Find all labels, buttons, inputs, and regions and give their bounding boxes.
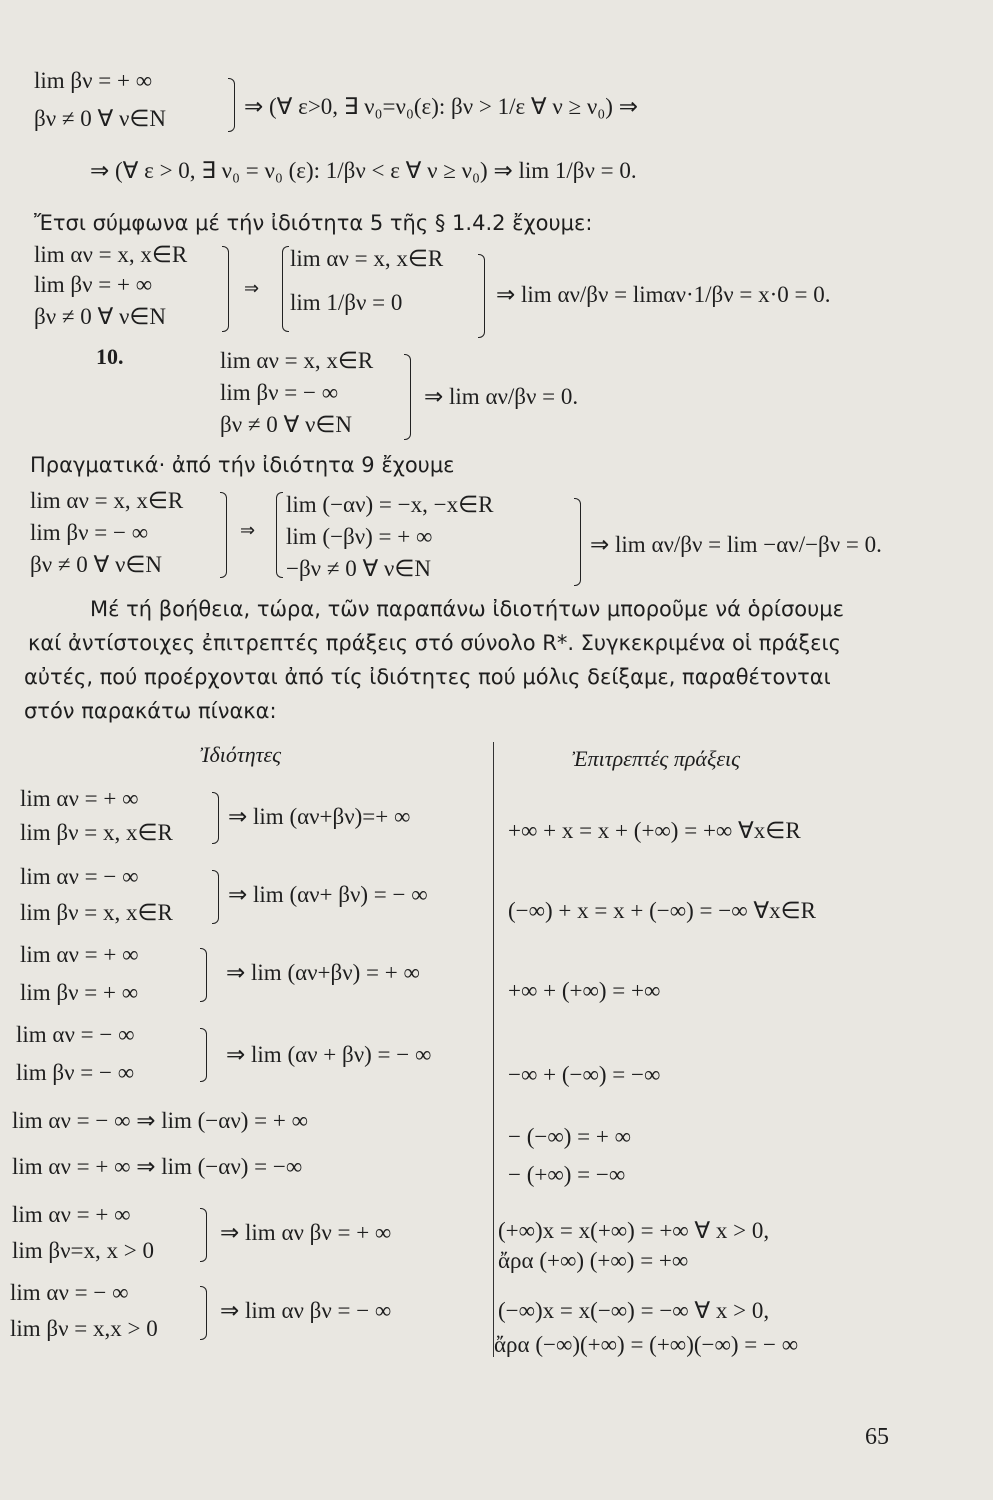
math-line: ⇒ lim αν/βν = lim −αν/−βν = 0. bbox=[590, 532, 882, 557]
text-line: στόν παρακάτω πίνακα: bbox=[24, 699, 277, 723]
page-number: 65 bbox=[865, 1424, 889, 1450]
math-line: lim αν = x, x∈R bbox=[220, 348, 374, 373]
left-brace bbox=[276, 492, 283, 578]
text-line: αὐτές, πού προέρχονται ἀπό τίς ἰδιότητες πού μόλις δείξαμε, παραθέτονται bbox=[24, 665, 831, 689]
table-row-cond: lim αν = − ∞ ⇒ lim (−αν) = + ∞ bbox=[12, 1108, 308, 1133]
math-line: lim αν = x, x∈R bbox=[30, 488, 184, 513]
table-row-cond: lim βν = x,x > 0 bbox=[10, 1316, 158, 1341]
implies-arrow: ⇒ bbox=[240, 520, 256, 541]
text-line: καί ἀντίστοιχες ἐπιτρεπτές πράξεις στό σύνολο R*. Συγκεκριμένα οἱ πράξεις bbox=[28, 631, 841, 655]
math-line: lim βν = + ∞ bbox=[34, 68, 153, 93]
math-line: βν ≠ 0 ∀ ν∈N bbox=[34, 106, 167, 131]
right-brace bbox=[222, 246, 229, 332]
math-line: ⇒ lim αν/βν = limαν·1/βν = x·0 = 0. bbox=[496, 282, 831, 307]
right-brace bbox=[228, 78, 235, 132]
math-line: ⇒ lim αν/βν = 0. bbox=[424, 384, 579, 409]
table-row-result: ⇒ lim (αν + βν) = − ∞ bbox=[226, 1042, 432, 1067]
table-header-left: Ἰδιότητες bbox=[200, 742, 282, 767]
math-line: lim βν = − ∞ bbox=[220, 380, 339, 405]
math-line: lim 1/βν = 0 bbox=[290, 290, 403, 315]
math-line: ⇒ (∀ ε > 0, ∃ ν₀ = ν₀ (ε): 1/βν < ε ∀ ν ≥ ν₀) ⇒ lim 1/βν = 0. bbox=[90, 158, 637, 183]
text-line: Μέ τή βοήθεια, τώρα, τῶν παραπάνω ἰδιοτήτων μποροῦμε νά ὁρίσουμε bbox=[90, 597, 844, 621]
math-line: βν ≠ 0 ∀ ν∈N bbox=[220, 412, 353, 437]
table-row-cond: lim βν=x, x > 0 bbox=[12, 1238, 154, 1263]
table-row-result: ⇒ lim (αν+ βν) = − ∞ bbox=[228, 882, 428, 907]
table-row-cond: lim βν = x, x∈R bbox=[20, 820, 173, 845]
table-row-cond: lim αν = + ∞ ⇒ lim (−αν) = −∞ bbox=[12, 1154, 303, 1179]
math-line: lim αν = x, x∈R bbox=[34, 242, 188, 267]
right-brace bbox=[478, 254, 485, 338]
table-row-cond: lim βν = − ∞ bbox=[16, 1060, 135, 1085]
math-line: lim (−βν) = + ∞ bbox=[286, 524, 433, 549]
table-row-operation: (+∞)x = x(+∞) = +∞ ∀ x > 0, bbox=[498, 1218, 770, 1243]
text-line: Ἔτσι σύμφωνα μέ τήν ἰδιότητα 5 τῆς § 1.4.2 ἔχουμε: bbox=[34, 211, 593, 235]
math-line: −βν ≠ 0 ∀ ν∈N bbox=[286, 556, 431, 581]
table-header-right: Ἐπιτρεπτές πράξεις bbox=[572, 746, 741, 771]
table-row-cond: lim βν = + ∞ bbox=[20, 980, 139, 1005]
table-row-cond: lim αν = − ∞ bbox=[20, 864, 139, 889]
table-row-cond: lim αν = + ∞ bbox=[20, 786, 139, 811]
right-brace bbox=[404, 354, 411, 440]
text-line: Πραγματικά· ἀπό τήν ἰδιότητα 9 ἔχουμε bbox=[30, 453, 455, 477]
table-row-cond: lim αν = − ∞ bbox=[16, 1022, 135, 1047]
right-brace bbox=[200, 1028, 207, 1082]
implies-arrow: ⇒ bbox=[244, 278, 260, 299]
right-brace bbox=[574, 498, 581, 586]
right-brace bbox=[200, 948, 207, 1002]
right-brace bbox=[220, 492, 227, 578]
table-row-operation: +∞ + (+∞) = +∞ bbox=[508, 978, 661, 1003]
math-line: βν ≠ 0 ∀ ν∈N bbox=[30, 552, 163, 577]
table-divider bbox=[493, 742, 494, 1357]
table-row-operation: − (−∞) = + ∞ bbox=[508, 1124, 631, 1149]
table-row-result: ⇒ lim αν βν = − ∞ bbox=[220, 1298, 392, 1323]
math-line: lim βν = + ∞ bbox=[34, 272, 153, 297]
table-row-cond: lim αν = − ∞ bbox=[10, 1280, 129, 1305]
table-row-result: ⇒ lim (αν+βν) = + ∞ bbox=[226, 960, 420, 985]
right-brace bbox=[212, 792, 219, 844]
right-brace bbox=[200, 1208, 207, 1262]
table-row-operation: ἄρα (−∞)(+∞) = (+∞)(−∞) = − ∞ bbox=[494, 1332, 799, 1357]
math-line: lim βν = − ∞ bbox=[30, 520, 149, 545]
table-row-operation: +∞ + x = x + (+∞) = +∞ ∀x∈R bbox=[508, 818, 801, 843]
table-row-operation: ἄρα (+∞) (+∞) = +∞ bbox=[498, 1248, 689, 1273]
table-row-cond: lim βν = x, x∈R bbox=[20, 900, 173, 925]
table-row-operation: − (+∞) = −∞ bbox=[508, 1162, 626, 1187]
math-line: βν ≠ 0 ∀ ν∈N bbox=[34, 304, 167, 329]
right-brace bbox=[212, 870, 219, 924]
table-row-cond: lim αν = + ∞ bbox=[12, 1202, 131, 1227]
table-row-operation: −∞ + (−∞) = −∞ bbox=[508, 1062, 661, 1087]
table-row-cond: lim αν = + ∞ bbox=[20, 942, 139, 967]
math-line: lim (−αν) = −x, −x∈R bbox=[286, 492, 494, 517]
table-row-operation: (−∞)x = x(−∞) = −∞ ∀ x > 0, bbox=[498, 1298, 770, 1323]
left-brace bbox=[282, 246, 289, 332]
right-brace bbox=[200, 1286, 207, 1340]
table-row-result: ⇒ lim αν βν = + ∞ bbox=[220, 1220, 392, 1245]
table-row-operation: (−∞) + x = x + (−∞) = −∞ ∀x∈R bbox=[508, 898, 816, 923]
item-number: 10. bbox=[96, 344, 124, 369]
math-line: lim αν = x, x∈R bbox=[290, 246, 444, 271]
table-row-result: ⇒ lim (αν+βν)=+ ∞ bbox=[228, 804, 411, 829]
math-line: ⇒ (∀ ε>0, ∃ ν₀=ν₀(ε): βν > 1/ε ∀ ν ≥ ν₀) ⇒ bbox=[244, 94, 638, 119]
